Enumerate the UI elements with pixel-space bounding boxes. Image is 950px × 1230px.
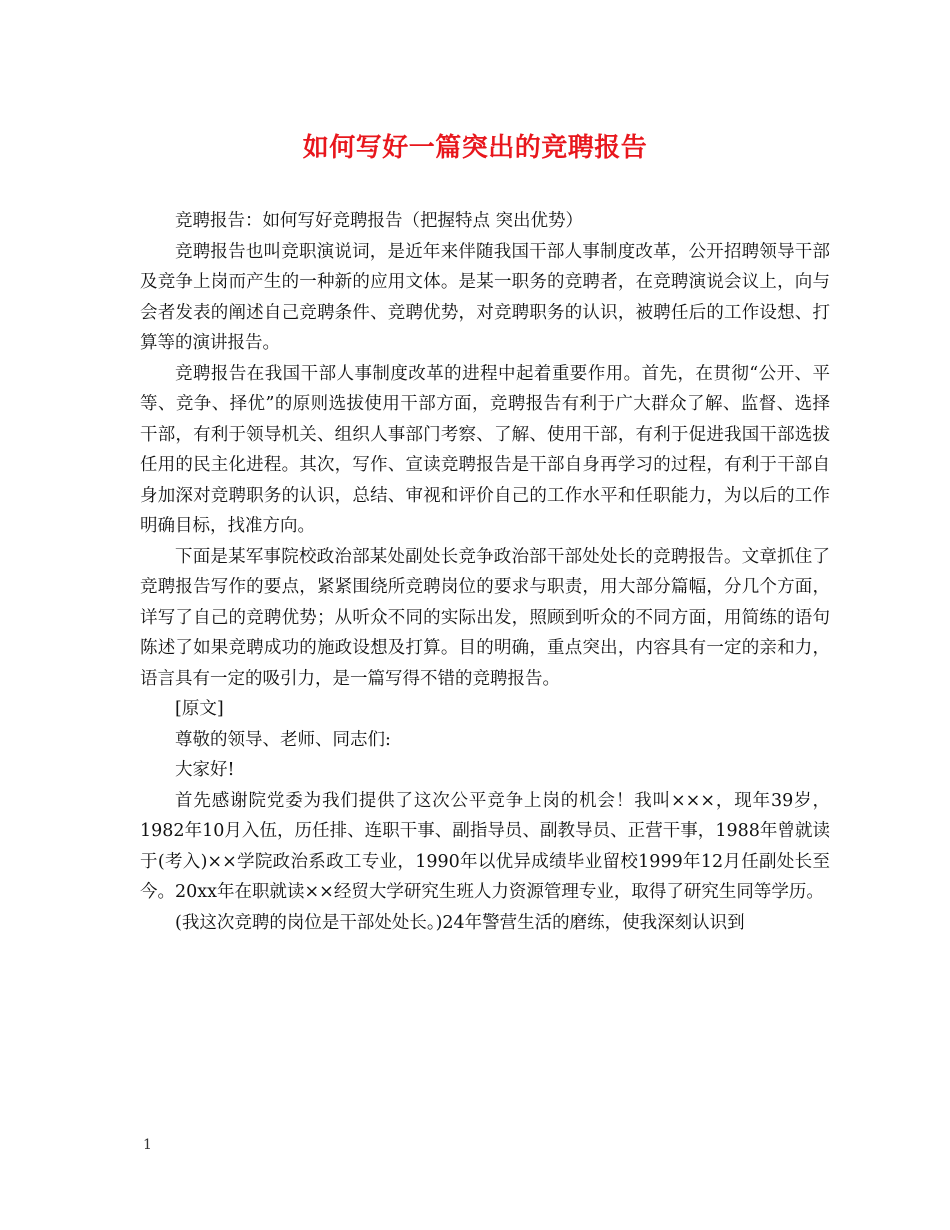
paragraph-overview: 下面是某军事院校政治部某处副处长竞争政治部干部处处长的竞聘报告。文章抓住了竞聘报告写作的要点，紧紧围绕所竞聘岗位的要求与职责，用大部分篇幅，分几个方面，详写了自己的竞聘优势；从听众不同的实际出发，照顾到听众的不同方面，用简练的语句陈述了如果竞聘成功的施政设想及打算。目的明确，重点突出，内容具有一定的亲和力，语言具有一定的吸引力，是一篇写得不错的竞聘报告。 (140, 546, 830, 689)
paragraph-intro: 竞聘报告也叫竞职演说词，是近年来伴随我国干部人事制度改革，公开招聘领导干部及竞争上岗而产生的一种新的应用文体。是某一职务的竞聘者，在竞聘演说会议上，向与会者发表的阐述自己竞聘条件、竞聘优势，对竞聘职务的认识，被聘任后的工作设想、打算等的演讲报告。 (140, 241, 830, 353)
paragraph-self-introduction: 首先感谢院党委为我们提供了这次公平竞争上岗的机会！我叫×××，现年39岁，1982年10月入伍，历任排、连职干事、副指导员、副教导员、正营干事，1988年曾就读于(考入)××学院政治系政工专业，1990年以优异成绩毕业留校1999年12月任副处长至今。20xx年在职就读××经贸大学研究生班人力资源管理专业，取得了研究生同等学历。 (140, 790, 830, 902)
paragraph-greeting: 大家好! (175, 760, 235, 780)
paragraph-subtitle: 竞聘报告：如何写好竞聘报告（把握特点 突出优势） (175, 211, 584, 231)
paragraph-position-statement: (我这次竞聘的岗位是干部处处长。)24年警营生活的磨练，使我深刻认识到 (175, 912, 745, 933)
document-body (140, 206, 830, 938)
paragraph-importance: 竞聘报告在我国干部人事制度改革的进程中起着重要作用。首先，在贯彻“公开、平等、竞争、择优”的原则选拔使用干部方面，竞聘报告有利于广大群众了解、监督、选择干部，有利于领导机关、组织人事部门考察、了解、使用干部，有利于促进我国干部选拔任用的民主化进程。其次，写作、宣读竞聘报告是干部自身再学习的过程，有利于干部自身加深对竞聘职务的认识，总结、审视和评价自己的工作水平和任职能力，为以后的工作明确目标，找准方向。 (140, 363, 830, 536)
page-number: 1 (143, 1137, 152, 1153)
paragraph-salutation: 尊敬的领导、老师、同志们: (175, 729, 391, 750)
paragraph-original-label: [原文] (175, 699, 224, 719)
document-title: 如何写好一篇突出的竞聘报告 (302, 133, 648, 163)
